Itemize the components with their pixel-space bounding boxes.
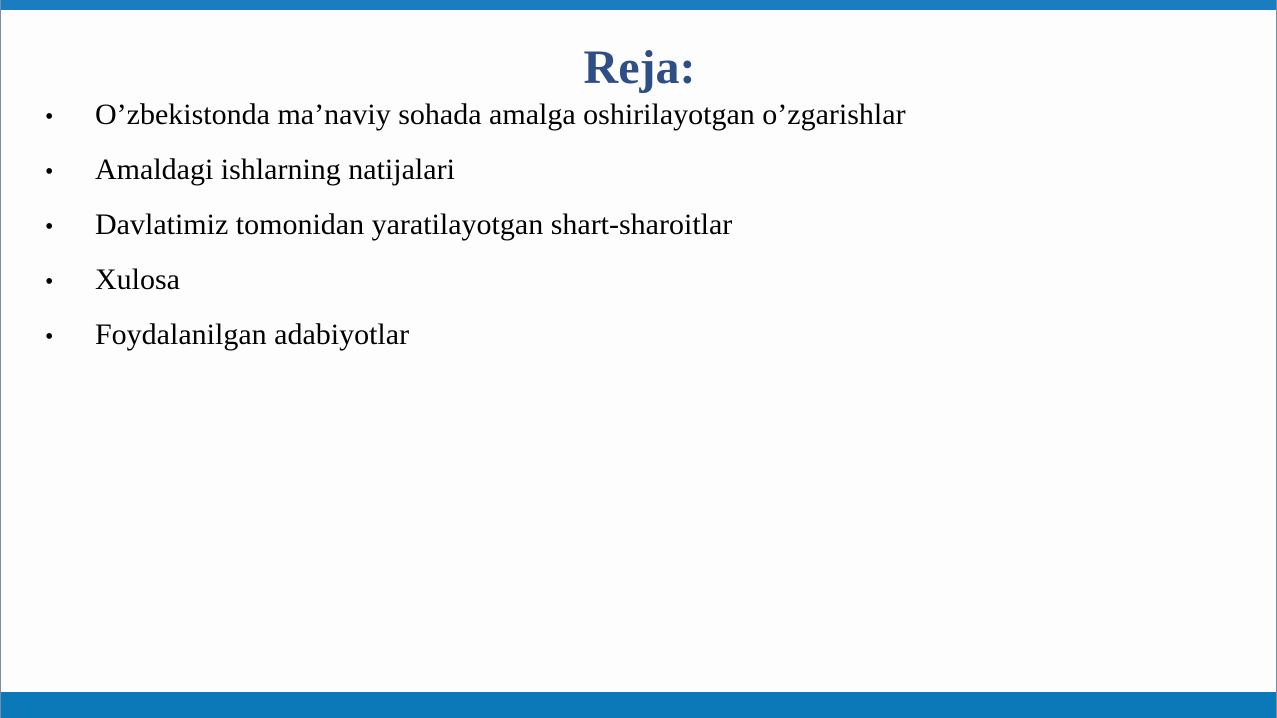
list-item: [45, 95, 906, 150]
bullet-icon: •: [45, 104, 54, 130]
list-item: [45, 315, 906, 370]
list-item: [45, 260, 906, 315]
bullet-icon: •: [45, 324, 54, 350]
bullet-icon: •: [45, 159, 54, 185]
list-item-text: O’zbekistonda ma’naviy sohada amalga oshirilayotgan o’zgarishlar: [95, 98, 906, 131]
slide-title: Reja:: [583, 41, 696, 94]
bullet-icon: •: [45, 269, 54, 295]
bullet-list: [45, 95, 906, 370]
list-item: [45, 205, 906, 260]
list-item-text: Foydalanilgan adabiyotlar: [95, 318, 410, 351]
bottom-accent-bar: [1, 692, 1276, 718]
list-item-text: Davlatimiz tomonidan yaratilayotgan shart-sharoitlar: [95, 208, 733, 241]
list-item-text: Xulosa: [95, 263, 180, 296]
list-item: [45, 150, 906, 205]
bullet-icon: •: [45, 214, 54, 240]
top-accent-bar: [1, 0, 1276, 10]
list-item-text: Amaldagi ishlarning natijalari: [95, 153, 455, 186]
